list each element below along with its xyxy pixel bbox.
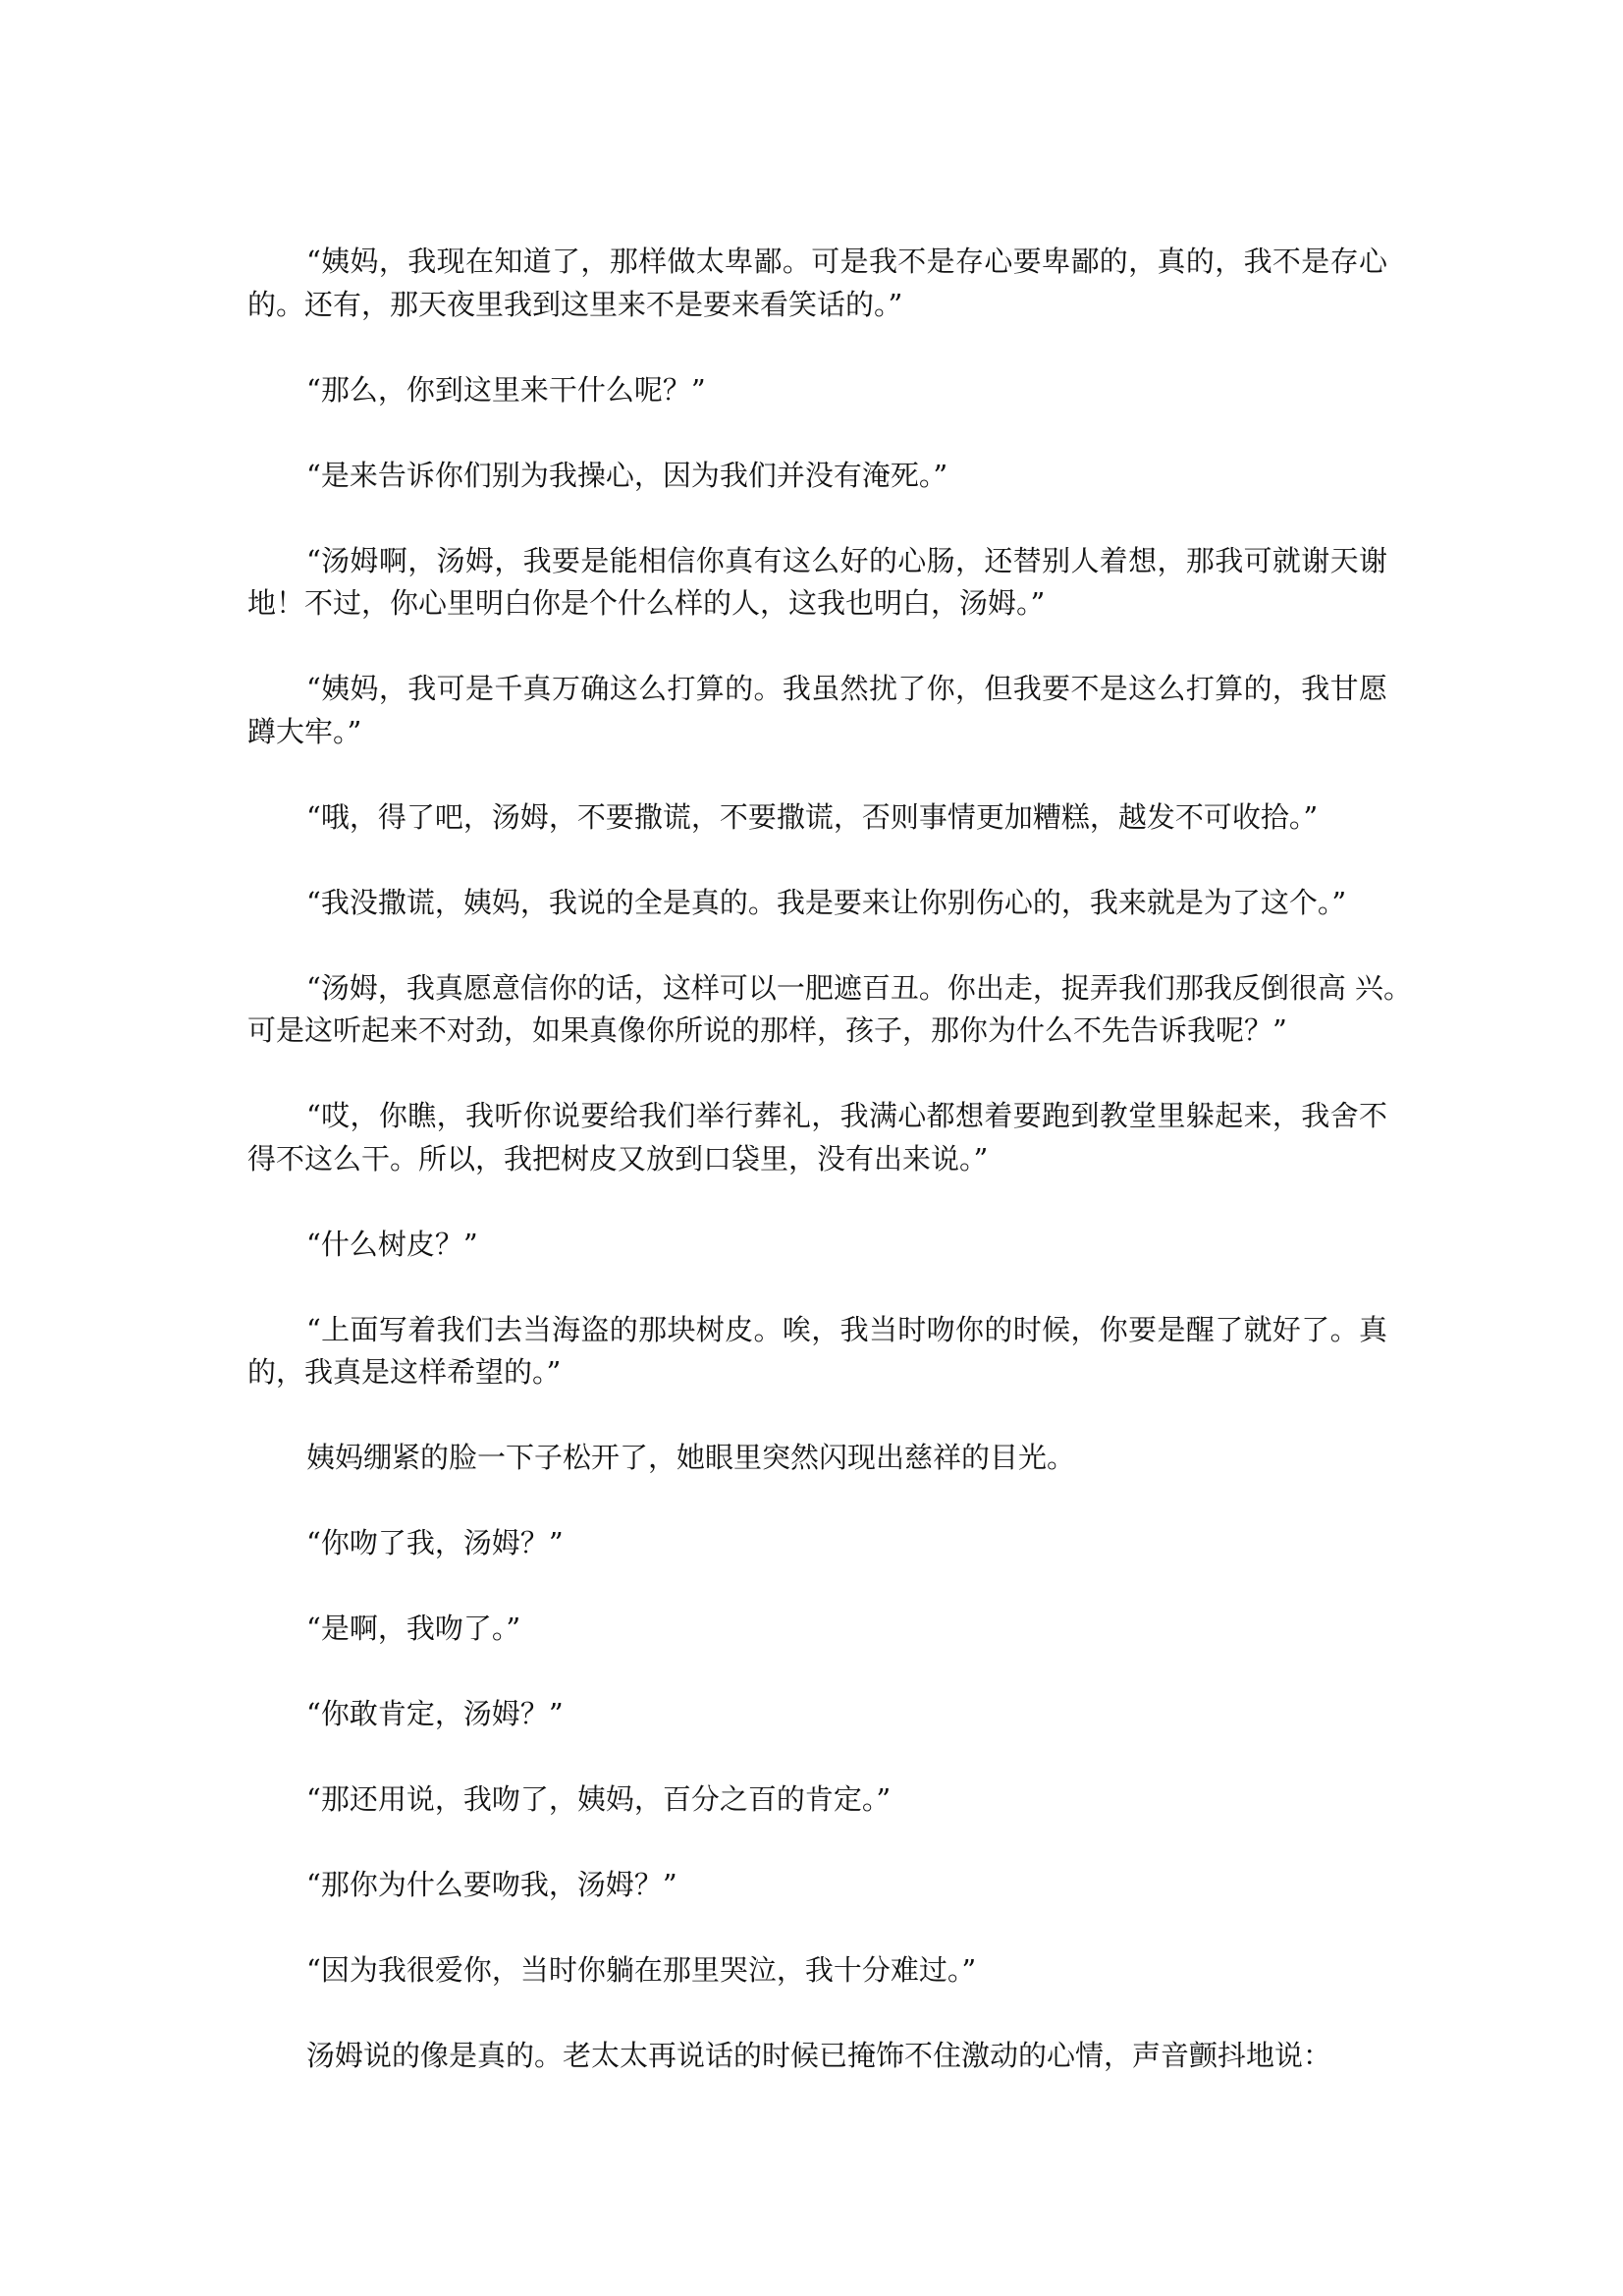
paragraph xyxy=(247,1864,1387,1907)
paragraph xyxy=(247,668,1387,753)
paragraph xyxy=(247,882,1387,925)
paragraph xyxy=(247,1608,1387,1651)
paragraph xyxy=(247,1693,1387,1736)
paragraph xyxy=(247,455,1387,498)
paragraph-line: “你敢肯定，汤姆？” xyxy=(306,1697,564,1730)
paragraph xyxy=(247,1095,1387,1180)
paragraph-line: 汤姆说的像是真的。老太太再说话的时候已掩饰不住激动的心情，声音颤抖地说： xyxy=(306,2039,1332,2072)
paragraph-line: “哎，你瞧，我听你说要给我们举行葬礼，我满心都想着要跑到教堂里躲起来，我舍不 xyxy=(306,1099,1387,1132)
paragraph-line: “那你为什么要吻我，汤姆？” xyxy=(306,1868,677,1901)
paragraph-line: “因为我很爱你，当时你躺在那里哭泣，我十分难过。” xyxy=(306,1953,977,1987)
paragraph-line: “那还用说，我吻了，姨妈，百分之百的肯定。” xyxy=(306,1782,892,1816)
paragraph-line: “那么，你到这里来干什么呢？” xyxy=(306,372,706,407)
paragraph-line: 姨妈绷紧的脸一下子松开了，她眼里突然闪现出慈祥的目光。 xyxy=(306,1441,1076,1474)
document-page xyxy=(247,241,1413,2120)
paragraph-line: “上面写着我们去当海盗的那块树皮。唉，我当时吻你的时候，你要是醒了就好了。真 xyxy=(306,1312,1387,1346)
paragraph-line: “你吻了我，汤姆？” xyxy=(306,1526,564,1559)
paragraph xyxy=(247,1224,1387,1267)
paragraph xyxy=(247,967,1413,1053)
paragraph-line: “姨妈，我现在知道了，那样做太卑鄙。可是我不是存心要卑鄙的，真的，我不是存心 xyxy=(306,245,1387,278)
paragraph xyxy=(247,1309,1387,1394)
paragraph-line: “哦，得了吧，汤姆，不要撒谎，不要撒谎，否则事情更加糟糕，越发不可收拾。” xyxy=(306,799,1319,834)
paragraph-line: “我没撒谎，姨妈，我说的全是真的。我是要来让你别伤心的，我来就是为了这个。” xyxy=(306,885,1347,919)
paragraph xyxy=(247,1778,1387,1822)
paragraph-line: “什么树皮？” xyxy=(306,1227,478,1261)
paragraph xyxy=(247,796,1387,840)
paragraph-line: 的，我真是这样希望的。” xyxy=(247,1355,562,1389)
paragraph xyxy=(247,1949,1387,1993)
paragraph xyxy=(247,241,1387,326)
paragraph-line: “是啊，我吻了。” xyxy=(306,1612,521,1645)
paragraph-line: 蹲大牢。” xyxy=(247,714,362,748)
paragraph-line: “是来告诉你们别为我操心，因为我们并没有淹死。” xyxy=(306,458,948,492)
paragraph-line: 可是这听起来不对劲，如果真像你所说的那样，孩子，那你为什么不先告诉我呢？” xyxy=(247,1013,1287,1047)
paragraph-line: “汤姆啊，汤姆，我要是能相信你真有这么好的心肠，还替别人着想，那我可就谢天谢 xyxy=(306,543,1387,577)
paragraph-line: 地！不过，你心里明白你是个什么样的人，这我也明白，汤姆。” xyxy=(247,586,1046,620)
paragraph xyxy=(247,1437,1387,1480)
paragraph-line: “姨妈，我可是千真万确这么打算的。我虽然扰了你，但我要不是这么打算的，我甘愿 xyxy=(306,672,1387,705)
paragraph-line: 的。还有，那天夜里我到这里来不是要来看笑话的。” xyxy=(247,287,903,321)
paragraph xyxy=(247,540,1387,626)
paragraph xyxy=(247,369,1387,412)
paragraph xyxy=(247,1522,1387,1565)
paragraph xyxy=(247,2035,1387,2078)
paragraph-line: 得不这么干。所以，我把树皮又放到口袋里，没有出来说。” xyxy=(247,1141,989,1175)
paragraph-line: “汤姆，我真愿意信你的话，这样可以一肥遮百丑。你出走，捉弄我们那我反倒很高 兴。 xyxy=(306,970,1413,1005)
